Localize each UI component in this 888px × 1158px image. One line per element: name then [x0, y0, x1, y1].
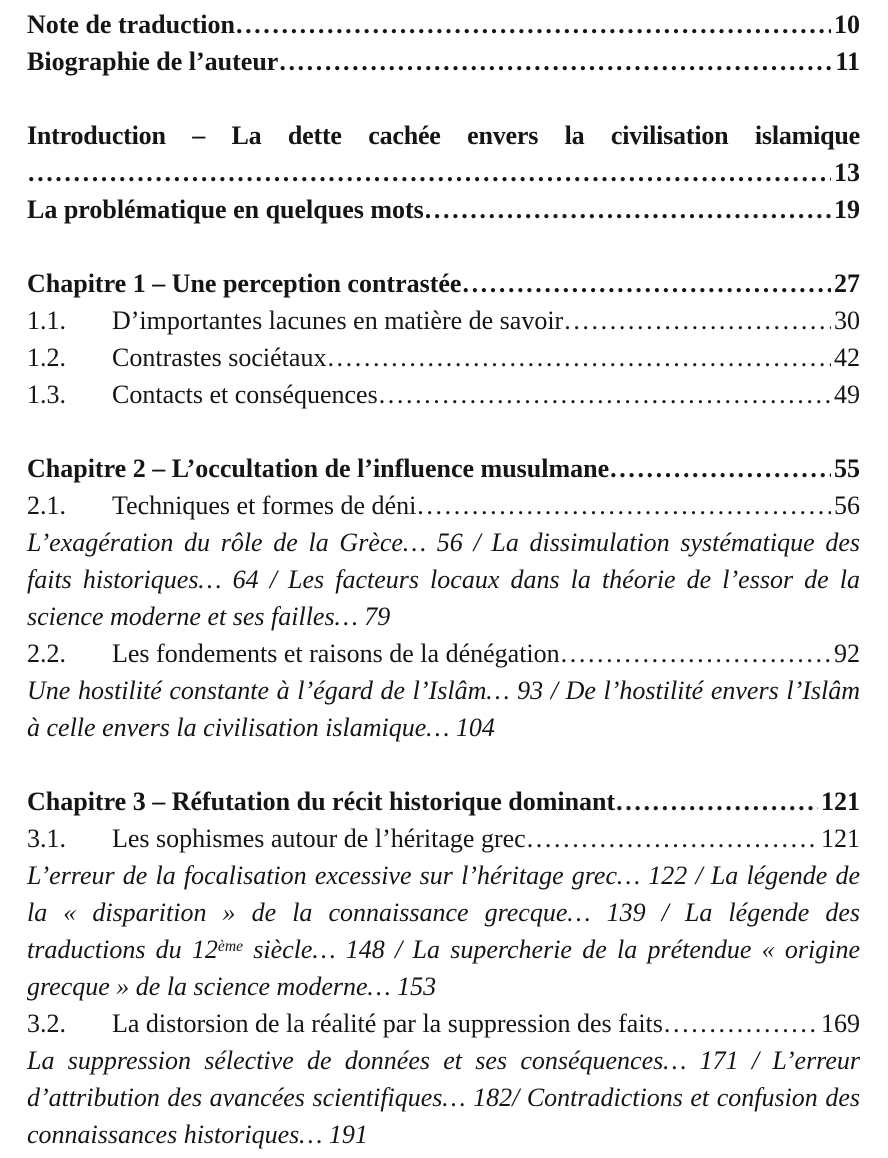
toc-entry-page: 30 — [834, 306, 860, 335]
toc-section-number: 1.1. — [27, 306, 66, 335]
toc-entry-title: Techniques et formes de déni — [112, 491, 417, 520]
toc-entry-section-1-1 — [27, 302, 860, 339]
toc-entry-title: Contacts et conséquences — [112, 380, 378, 409]
toc-entry-section-1-2 — [27, 339, 860, 376]
dot-leader — [417, 487, 831, 524]
toc-section-number: 1.3. — [27, 380, 66, 409]
toc-entry-title: Note de traduction — [27, 10, 235, 39]
toc-section-number: 2.2. — [27, 639, 66, 668]
toc-entry-title: Chapitre 2 – L’occultation de l’influence musulmane — [27, 454, 610, 483]
dot-leader — [28, 154, 831, 191]
dot-leader — [279, 43, 832, 80]
dot-leader — [610, 450, 831, 487]
toc-entry-introduction — [27, 117, 860, 191]
toc-entry-page: 121 — [821, 787, 860, 816]
toc-section-number: 3.2. — [27, 1009, 66, 1038]
toc-entry-front-matter — [27, 43, 860, 80]
toc-entry-chapter-3 — [27, 783, 860, 820]
toc-entry-section-2-2 — [27, 635, 860, 672]
toc-entry-problematique — [27, 191, 860, 228]
dot-leader — [236, 6, 831, 43]
toc-subsection-detail: L’erreur de la focalisation excessive sur l’héritage grec… 122 / La légende de la « disparition » de la connaissance grecque… 139 / La légende des traductions du 12ème siècle… 148 / La supercherie de la prétendue « origine grecque » de la science moderne… 153 — [27, 861, 860, 1001]
toc-entry-page: 169 — [821, 1009, 860, 1038]
dot-leader — [616, 783, 818, 820]
toc-section-number: 3.1. — [27, 824, 66, 853]
toc-entry-page: 11 — [835, 47, 860, 76]
toc-entry-title: La distorsion de la réalité par la suppression des faits — [112, 1009, 663, 1038]
dot-leader — [327, 339, 831, 376]
dot-leader — [462, 265, 831, 302]
toc-entry-section-2-1 — [27, 487, 860, 524]
dot-leader — [527, 820, 818, 857]
toc-entry-front-matter — [27, 6, 860, 43]
toc-entry-title: Les fondements et raisons de la dénégation — [112, 639, 560, 668]
toc-entry-page: 121 — [821, 824, 860, 853]
toc-subsection-detail: L’exagération du rôle de la Grèce… 56 / La dissimulation systématique des faits historiques… 64 / Les facteurs locaux dans la théorie de l’essor de la science moderne et ses failles… 79 — [27, 528, 860, 631]
toc-entry-chapter-1 — [27, 265, 860, 302]
toc-entry-title: Biographie de l’auteur — [27, 47, 279, 76]
toc-entry-title: Chapitre 1 – Une perception contrastée — [27, 269, 462, 298]
toc-entry-page: 55 — [834, 454, 860, 483]
toc-section-number: 2.1. — [27, 491, 66, 520]
toc-entry-page: 92 — [834, 639, 860, 668]
toc-entry-chapter-2 — [27, 450, 860, 487]
toc-entry-title: Les sophismes autour de l’héritage grec — [112, 824, 526, 853]
dot-leader — [561, 635, 831, 672]
toc-entry-page: 27 — [834, 269, 860, 298]
toc-entry-section-3-2 — [27, 1005, 860, 1042]
toc-entry-title: D’importantes lacunes en matière de savoir — [112, 306, 564, 335]
toc-entry-page: 49 — [834, 380, 860, 409]
toc-entry-title: Chapitre 3 – Réfutation du récit historique dominant — [27, 787, 616, 816]
toc-entry-page: 56 — [834, 491, 860, 520]
dot-leader — [664, 1005, 818, 1042]
toc-entry-page: 13 — [834, 158, 860, 187]
toc-entry-section-3-1 — [27, 820, 860, 857]
dot-leader — [379, 376, 831, 413]
toc-subsection-detail: Une hostilité constante à l’égard de l’Islâm… 93 / De l’hostilité envers l’Islâm à celle envers la civilisation islamique… 104 — [27, 676, 860, 742]
toc-entry-title: Contrastes sociétaux — [112, 343, 327, 372]
toc-entry-title: La problématique en quelques mots — [27, 195, 424, 224]
dot-leader — [425, 191, 831, 228]
toc-entry-title: Introduction – La dette cachée envers la civilisation islamique — [27, 121, 860, 150]
toc-entry-section-1-3 — [27, 376, 860, 413]
toc-entry-page: 42 — [834, 343, 860, 372]
toc-entry-page: 19 — [834, 195, 860, 224]
toc-entry-page: 10 — [834, 10, 860, 39]
toc-subsection-detail: La suppression sélective de données et ses conséquences… 171 / L’erreur d’attribution des avancées scientifiques… 182/ Contradictions et confusion des connaissances historiques… 191 — [27, 1046, 860, 1149]
dot-leader — [564, 302, 831, 339]
toc-section-number: 1.2. — [27, 343, 66, 372]
